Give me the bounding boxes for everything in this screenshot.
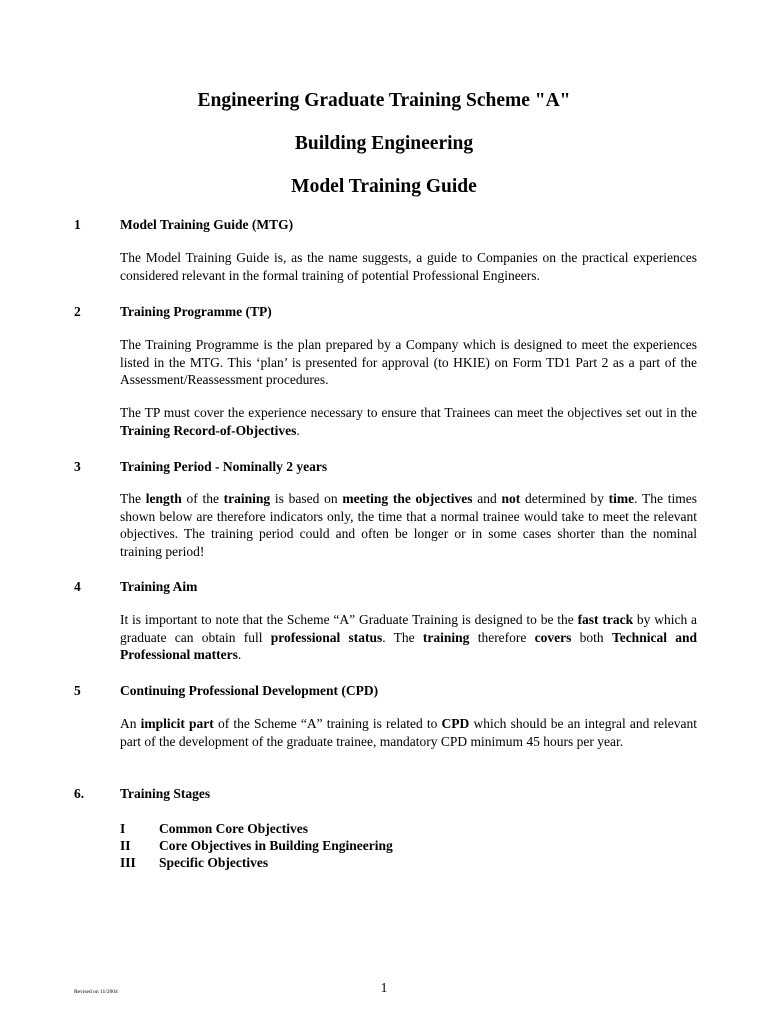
revision-note: Revised on 11/2004	[74, 989, 118, 995]
stage-numeral: I	[120, 821, 126, 836]
document-guide-title: Model Training Guide	[291, 176, 477, 197]
section-2-number: 2	[74, 304, 81, 319]
bold-text: training	[422, 629, 470, 645]
section-3-heading: Training Period - Nominally 2 years	[120, 459, 328, 474]
bold-text: Technical and Professional matters	[120, 629, 697, 662]
section-6-number: 6.	[74, 786, 85, 801]
stage-label: Core Objectives in Building Engineering	[159, 838, 393, 853]
section-1-number: 1	[74, 217, 81, 232]
bold-text: covers	[534, 629, 572, 645]
stage-item-3	[120, 856, 268, 870]
section-3-paragraph-1: The length of the training is based on meeting the objectives and not determined by time. The times shown below are therefore indicators only, the time that a normal trainee would take to meet the relevant objectives. The training period could and often be longer or in some cases shorter than the nominal training period!	[120, 491, 697, 559]
section-1-heading: Model Training Guide (MTG)	[120, 217, 294, 232]
section-4-heading: Training Aim	[120, 579, 198, 594]
bold-text: CPD	[441, 716, 470, 731]
stage-label: Common Core Objectives	[159, 821, 308, 836]
bold-text: fast track	[577, 612, 634, 627]
bold-text: length	[145, 491, 182, 506]
stage-item-2	[120, 839, 393, 853]
bold-text: professional status	[270, 629, 383, 645]
section-6-heading: Training Stages	[120, 786, 211, 801]
section-5-number: 5	[74, 683, 81, 698]
document-subtitle: Building Engineering	[294, 133, 474, 154]
stage-item-1	[120, 822, 308, 836]
bold-text: training	[223, 491, 271, 506]
bold-text: Training Record-of-Objectives	[120, 422, 297, 438]
section-4-number: 4	[74, 579, 81, 594]
section-2-heading: Training Programme (TP)	[120, 304, 272, 319]
bold-text: meeting the objectives	[342, 491, 473, 506]
section-1-paragraph-1: The Model Training Guide is, as the name suggests, a guide to Companies on the practical experiences considered relevant in the formal training of potential Professional Engineers.	[120, 250, 697, 283]
bold-text: time	[608, 491, 635, 506]
page-number: 1	[380, 980, 388, 995]
stage-label: Specific Objectives	[159, 855, 269, 870]
document-title: Engineering Graduate Training Scheme "A"	[197, 90, 571, 111]
section-2-paragraph-2: The TP must cover the experience necessary to ensure that Trainees can meet the objectives set out in the Training Record-of-Objectives.	[120, 405, 697, 438]
stage-numeral: II	[120, 838, 131, 853]
section-3-number: 3	[74, 459, 81, 474]
section-4-paragraph-1: It is important to note that the Scheme “A” Graduate Training is designed to be the fast track by which a graduate can obtain full professional status. The training therefore covers both Technical and Professional matters.	[120, 612, 698, 662]
bold-text: not	[501, 491, 521, 506]
stage-numeral: III	[120, 855, 136, 870]
section-2-paragraph-1: The Training Programme is the plan prepared by a Company which is designed to meet the experiences listed in the MTG. This ‘plan’ is presented for approval (to HKIE) on Form TD1 Part 2 as a part of the Assessment/Reassessment procedures.	[120, 337, 697, 387]
section-5-heading: Continuing Professional Development (CPD)	[120, 683, 379, 698]
bold-text: implicit part	[140, 716, 214, 731]
section-5-paragraph-1: An implicit part of the Scheme “A” training is related to CPD which should be an integral and relevant part of the development of the graduate trainee, mandatory CPD minimum 45 hours per year.	[120, 716, 697, 749]
